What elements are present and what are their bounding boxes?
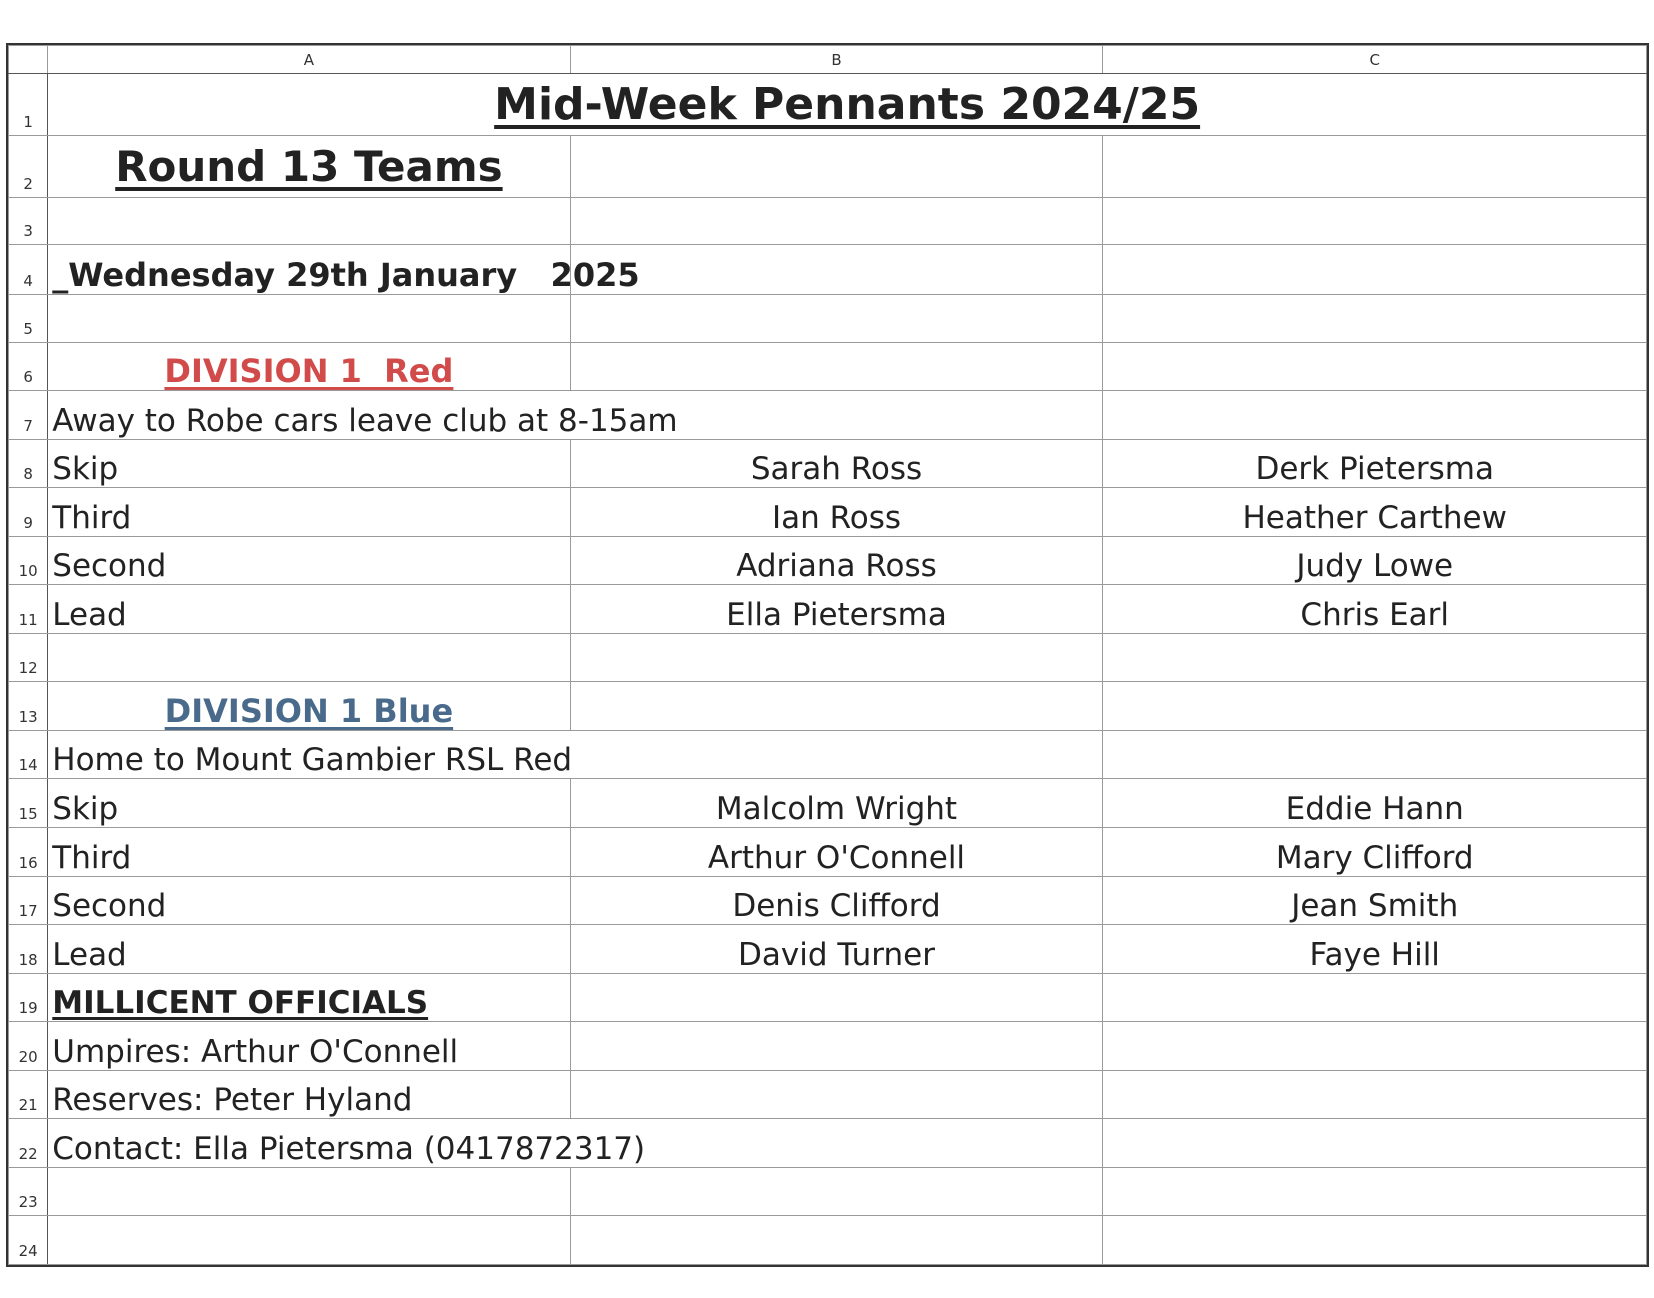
cell-a11[interactable]: Lead bbox=[48, 585, 570, 634]
column-header-c[interactable]: C bbox=[1103, 46, 1647, 74]
cell-a20[interactable]: Umpires: Arthur O'Connell bbox=[48, 1022, 570, 1071]
row-header-10[interactable]: 10 bbox=[9, 536, 48, 585]
cell-a2[interactable] bbox=[48, 135, 570, 197]
row-header-3[interactable]: 3 bbox=[9, 197, 48, 244]
row-header-7[interactable]: 7 bbox=[9, 391, 48, 440]
match-date: _Wednesday 29th January 2025 bbox=[52, 256, 640, 295]
row-20 bbox=[9, 1022, 1647, 1071]
row-header-1[interactable]: 1 bbox=[9, 74, 48, 135]
row-header-16[interactable]: 16 bbox=[9, 827, 48, 876]
cell-a10[interactable]: Second bbox=[48, 536, 570, 585]
cell-c21[interactable] bbox=[1103, 1070, 1647, 1119]
cell-a7[interactable]: Away to Robe cars leave club at 8-15am bbox=[48, 391, 1103, 440]
cell-c8[interactable]: Derk Pietersma bbox=[1103, 439, 1647, 488]
cell-c20[interactable] bbox=[1103, 1022, 1647, 1071]
cell-a12[interactable] bbox=[48, 633, 570, 682]
cell-a22[interactable]: Contact: Ella Pietersma (0417872317) bbox=[48, 1119, 1103, 1168]
row-header-17[interactable]: 17 bbox=[9, 876, 48, 925]
row-header-18[interactable]: 18 bbox=[9, 925, 48, 974]
cell-a13[interactable] bbox=[48, 682, 570, 731]
round-heading: Round 13 Teams bbox=[115, 141, 503, 191]
row-1 bbox=[9, 74, 1647, 135]
cell-a23[interactable] bbox=[48, 1167, 570, 1216]
row-13 bbox=[9, 682, 1647, 731]
row-22 bbox=[9, 1119, 1647, 1168]
row-header-14[interactable]: 14 bbox=[9, 730, 48, 779]
cell-c22[interactable] bbox=[1103, 1119, 1647, 1168]
cell-a3[interactable] bbox=[48, 197, 570, 244]
cell-b24[interactable] bbox=[570, 1216, 1103, 1265]
row-8 bbox=[9, 439, 1647, 488]
cell-c24[interactable] bbox=[1103, 1216, 1647, 1265]
row-5 bbox=[9, 295, 1647, 342]
row-header-23[interactable]: 23 bbox=[9, 1167, 48, 1216]
row-9 bbox=[9, 488, 1647, 537]
cell-b20[interactable] bbox=[570, 1022, 1103, 1071]
row-4 bbox=[9, 245, 1647, 295]
cell-a5[interactable] bbox=[48, 295, 570, 342]
row-header-2[interactable]: 2 bbox=[9, 135, 48, 197]
cell-c7[interactable] bbox=[1103, 391, 1647, 440]
row-10 bbox=[9, 536, 1647, 585]
cell-b4[interactable] bbox=[570, 245, 1103, 295]
cell-c11[interactable]: Chris Earl bbox=[1103, 585, 1647, 634]
cell-a1[interactable] bbox=[48, 74, 1647, 135]
cell-a21[interactable]: Reserves: Peter Hyland bbox=[48, 1070, 570, 1119]
cell-b10[interactable]: Adriana Ross bbox=[570, 536, 1103, 585]
cell-b18[interactable]: David Turner bbox=[570, 925, 1103, 974]
row-header-24[interactable]: 24 bbox=[9, 1216, 48, 1265]
cell-c10[interactable]: Judy Lowe bbox=[1103, 536, 1647, 585]
cell-b16[interactable]: Arthur O'Connell bbox=[570, 827, 1103, 876]
select-all-corner[interactable] bbox=[9, 46, 48, 74]
row-24 bbox=[9, 1216, 1647, 1265]
row-12 bbox=[9, 633, 1647, 682]
cell-a14[interactable]: Home to Mount Gambier RSL Red bbox=[48, 730, 1103, 779]
row-15 bbox=[9, 779, 1647, 828]
row-18 bbox=[9, 925, 1647, 974]
division-red-heading: DIVISION 1 Red bbox=[164, 352, 454, 391]
row-header-11[interactable]: 11 bbox=[9, 585, 48, 634]
cell-c2[interactable] bbox=[1103, 135, 1647, 197]
row-17 bbox=[9, 876, 1647, 925]
cell-b13[interactable] bbox=[570, 682, 1103, 731]
cell-c14[interactable] bbox=[1103, 730, 1647, 779]
cell-b17[interactable]: Denis Clifford bbox=[570, 876, 1103, 925]
cell-c18[interactable]: Faye Hill bbox=[1103, 925, 1647, 974]
row-header-22[interactable]: 22 bbox=[9, 1119, 48, 1168]
cell-c9[interactable]: Heather Carthew bbox=[1103, 488, 1647, 537]
cell-c13[interactable] bbox=[1103, 682, 1647, 731]
sheet-title: Mid-Week Pennants 2024/25 bbox=[494, 79, 1201, 131]
cell-a9[interactable]: Third bbox=[48, 488, 570, 537]
row-header-4[interactable]: 4 bbox=[9, 245, 48, 295]
row-header-13[interactable]: 13 bbox=[9, 682, 48, 731]
cell-b19[interactable] bbox=[570, 973, 1103, 1022]
row-header-8[interactable]: 8 bbox=[9, 439, 48, 488]
sheet-grid bbox=[8, 45, 1647, 1265]
cell-a6[interactable] bbox=[48, 342, 570, 391]
cell-b8[interactable]: Sarah Ross bbox=[570, 439, 1103, 488]
cell-c3[interactable] bbox=[1103, 197, 1647, 244]
cell-c16[interactable]: Mary Clifford bbox=[1103, 827, 1647, 876]
cell-b12[interactable] bbox=[570, 633, 1103, 682]
cell-c23[interactable] bbox=[1103, 1167, 1647, 1216]
spreadsheet bbox=[6, 43, 1649, 1267]
cell-a15[interactable]: Skip bbox=[48, 779, 570, 828]
cell-a18[interactable]: Lead bbox=[48, 925, 570, 974]
row-header-5[interactable]: 5 bbox=[9, 295, 48, 342]
cell-b2[interactable] bbox=[570, 135, 1103, 197]
cell-b5[interactable] bbox=[570, 295, 1103, 342]
cell-b6[interactable] bbox=[570, 342, 1103, 391]
row-23 bbox=[9, 1167, 1647, 1216]
division-blue-heading: DIVISION 1 Blue bbox=[164, 691, 454, 730]
row-header-9[interactable]: 9 bbox=[9, 488, 48, 537]
row-header-19[interactable]: 19 bbox=[9, 973, 48, 1022]
cell-c15[interactable]: Eddie Hann bbox=[1103, 779, 1647, 828]
cell-b23[interactable] bbox=[570, 1167, 1103, 1216]
row-header-21[interactable]: 21 bbox=[9, 1070, 48, 1119]
column-header-row bbox=[9, 46, 1647, 74]
row-16 bbox=[9, 827, 1647, 876]
cell-c12[interactable] bbox=[1103, 633, 1647, 682]
cell-a4[interactable] bbox=[48, 245, 640, 295]
row-header-20[interactable]: 20 bbox=[9, 1022, 48, 1071]
row-2 bbox=[9, 135, 1647, 197]
column-header-b[interactable]: B bbox=[570, 46, 1103, 74]
row-3 bbox=[9, 197, 1647, 244]
cell-a16[interactable]: Third bbox=[48, 827, 570, 876]
cell-c6[interactable] bbox=[1103, 342, 1647, 391]
cell-a19[interactable] bbox=[48, 973, 570, 1022]
cell-c4[interactable] bbox=[1103, 245, 1647, 295]
cell-c19[interactable] bbox=[1103, 973, 1647, 1022]
row-header-12[interactable]: 12 bbox=[9, 633, 48, 682]
row-6 bbox=[9, 342, 1647, 391]
cell-c17[interactable]: Jean Smith bbox=[1103, 876, 1647, 925]
column-header-a[interactable]: A bbox=[48, 46, 570, 74]
row-11 bbox=[9, 585, 1647, 634]
cell-b11[interactable]: Ella Pietersma bbox=[570, 585, 1103, 634]
cell-b15[interactable]: Malcolm Wright bbox=[570, 779, 1103, 828]
cell-b21[interactable] bbox=[570, 1070, 1103, 1119]
row-19 bbox=[9, 973, 1647, 1022]
cell-a24[interactable] bbox=[48, 1216, 570, 1265]
cell-c5[interactable] bbox=[1103, 295, 1647, 342]
row-header-6[interactable]: 6 bbox=[9, 342, 48, 391]
cell-a17[interactable]: Second bbox=[48, 876, 570, 925]
row-7 bbox=[9, 391, 1647, 440]
cell-b3[interactable] bbox=[570, 197, 1103, 244]
row-21 bbox=[9, 1070, 1647, 1119]
row-header-15[interactable]: 15 bbox=[9, 779, 48, 828]
row-14 bbox=[9, 730, 1647, 779]
officials-heading: MILLICENT OFFICIALS bbox=[52, 985, 429, 1022]
cell-b9[interactable]: Ian Ross bbox=[570, 488, 1103, 537]
cell-a8[interactable]: Skip bbox=[48, 439, 570, 488]
